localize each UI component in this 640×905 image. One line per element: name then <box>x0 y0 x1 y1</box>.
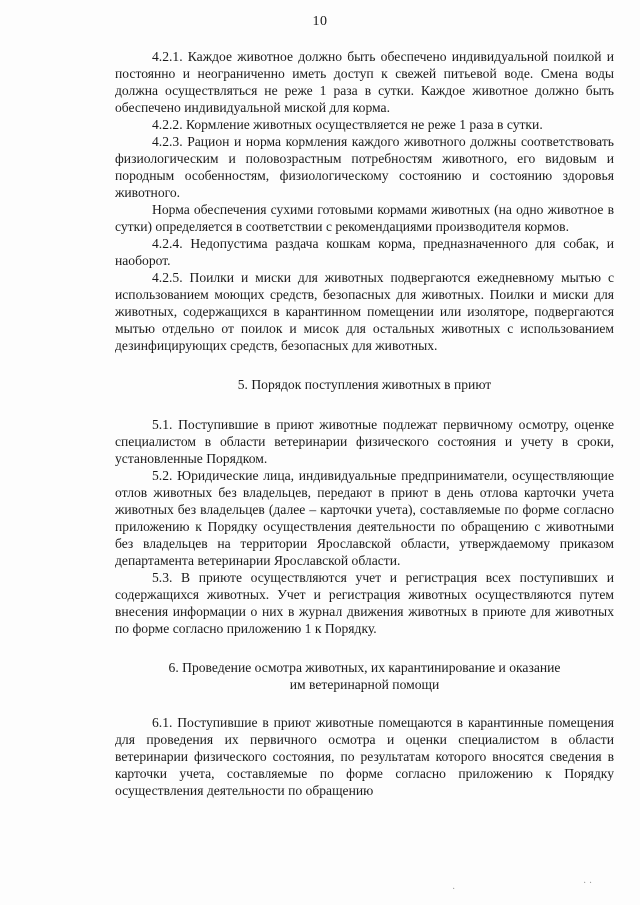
section-6-heading-line-1: 6. Проведение осмотра животных, их карантинирование и оказание <box>168 660 561 675</box>
paragraph-6-1: 6.1. Поступившие в приют животные помещаются в карантинные помещения для проведения их первичного осмотра и оценки специалистом в области ветеринарии физического состояния, по результатам которого вносятся сведения в карточки учета, составляемые по форме согласно приложению к Порядку осуществления деятельности по обращению <box>115 715 614 798</box>
section-5-heading: 5. Порядок поступления животных в приют <box>237 377 492 392</box>
paragraph-4-2-4: 4.2.4. Недопустима раздача кошкам корма, предназначенного для собак, и наоборот. <box>115 236 614 268</box>
document-body <box>115 48 614 799</box>
paragraph-4-2-5: 4.2.5. Поилки и миски для животных подвергаются ежедневному мытью с использованием моющих средств, безопасных для животных. Поилки и миски для животных, содержащихся в карантинном помещении или изоляторе, подвергаются мытью отдельно от поилок и мисок для остальных животных с использованием дезинфицирующих средств, безопасных для животных. <box>115 270 614 353</box>
scan-artifact: · · <box>583 878 593 889</box>
paragraph-4-2-3: 4.2.3. Рацион и норма кормления каждого животного должны соответствовать физиологическим и половозрастным потребностям животного, его видовым и породным особенностям, физиологическому состоянию и состоянию здоровья животного. <box>115 134 614 200</box>
scan-artifact: · <box>452 884 456 895</box>
section-6-heading-line-2: им ветеринарной помощи <box>289 677 440 692</box>
paragraph-feed-norm: Норма обеспечения сухими готовыми кормами животных (на одно животное в сутки) определяется в соответствии с рекомендациями производителя кормов. <box>115 202 614 234</box>
page-number: 10 <box>312 14 328 29</box>
section-5-block <box>115 416 614 637</box>
paragraph-5-3: 5.3. В приюте осуществляются учет и регистрация всех поступивших и содержащихся животных. Учет и регистрация животных осуществляются путем внесения информации о них в журнал движения животных в приюте для животных по форме согласно приложению 1 к Порядку. <box>115 570 614 636</box>
paragraph-4-2-1: 4.2.1. Каждое животное должно быть обеспечено индивидуальной поилкой и постоянно и неограниченно иметь доступ к свежей питьевой воде. Смена воды должна осуществляться не реже 1 раза в сутки. Каждое животное должно быть обеспечено индивидуальной миской для корма. <box>115 49 614 115</box>
paragraph-5-1: 5.1. Поступившие в приют животные подлежат первичному осмотру, оценке специалистом в области ветеринарии физического состояния и учету в сроки, установленные Порядком. <box>115 417 614 466</box>
subsection-4-2-block <box>115 48 614 354</box>
section-6-heading <box>115 659 614 693</box>
paragraph-4-2-2: 4.2.2. Кормление животных осуществляется не реже 1 раза в сутки. <box>152 117 543 132</box>
section-6-block <box>115 714 614 799</box>
paragraph-5-2: 5.2. Юридические лица, индивидуальные предприниматели, осуществляющие отлов животных без владельцев, передают в приют в день отлова карточки учета животных без владельцев (далее – карточки учета), составляемые по форме согласно приложению к Порядку осуществления деятельности по обращению с животными без владельцев на территории Ярославской области, утверждаемому приказом департамента ветеринарии Ярославской области. <box>115 468 614 568</box>
